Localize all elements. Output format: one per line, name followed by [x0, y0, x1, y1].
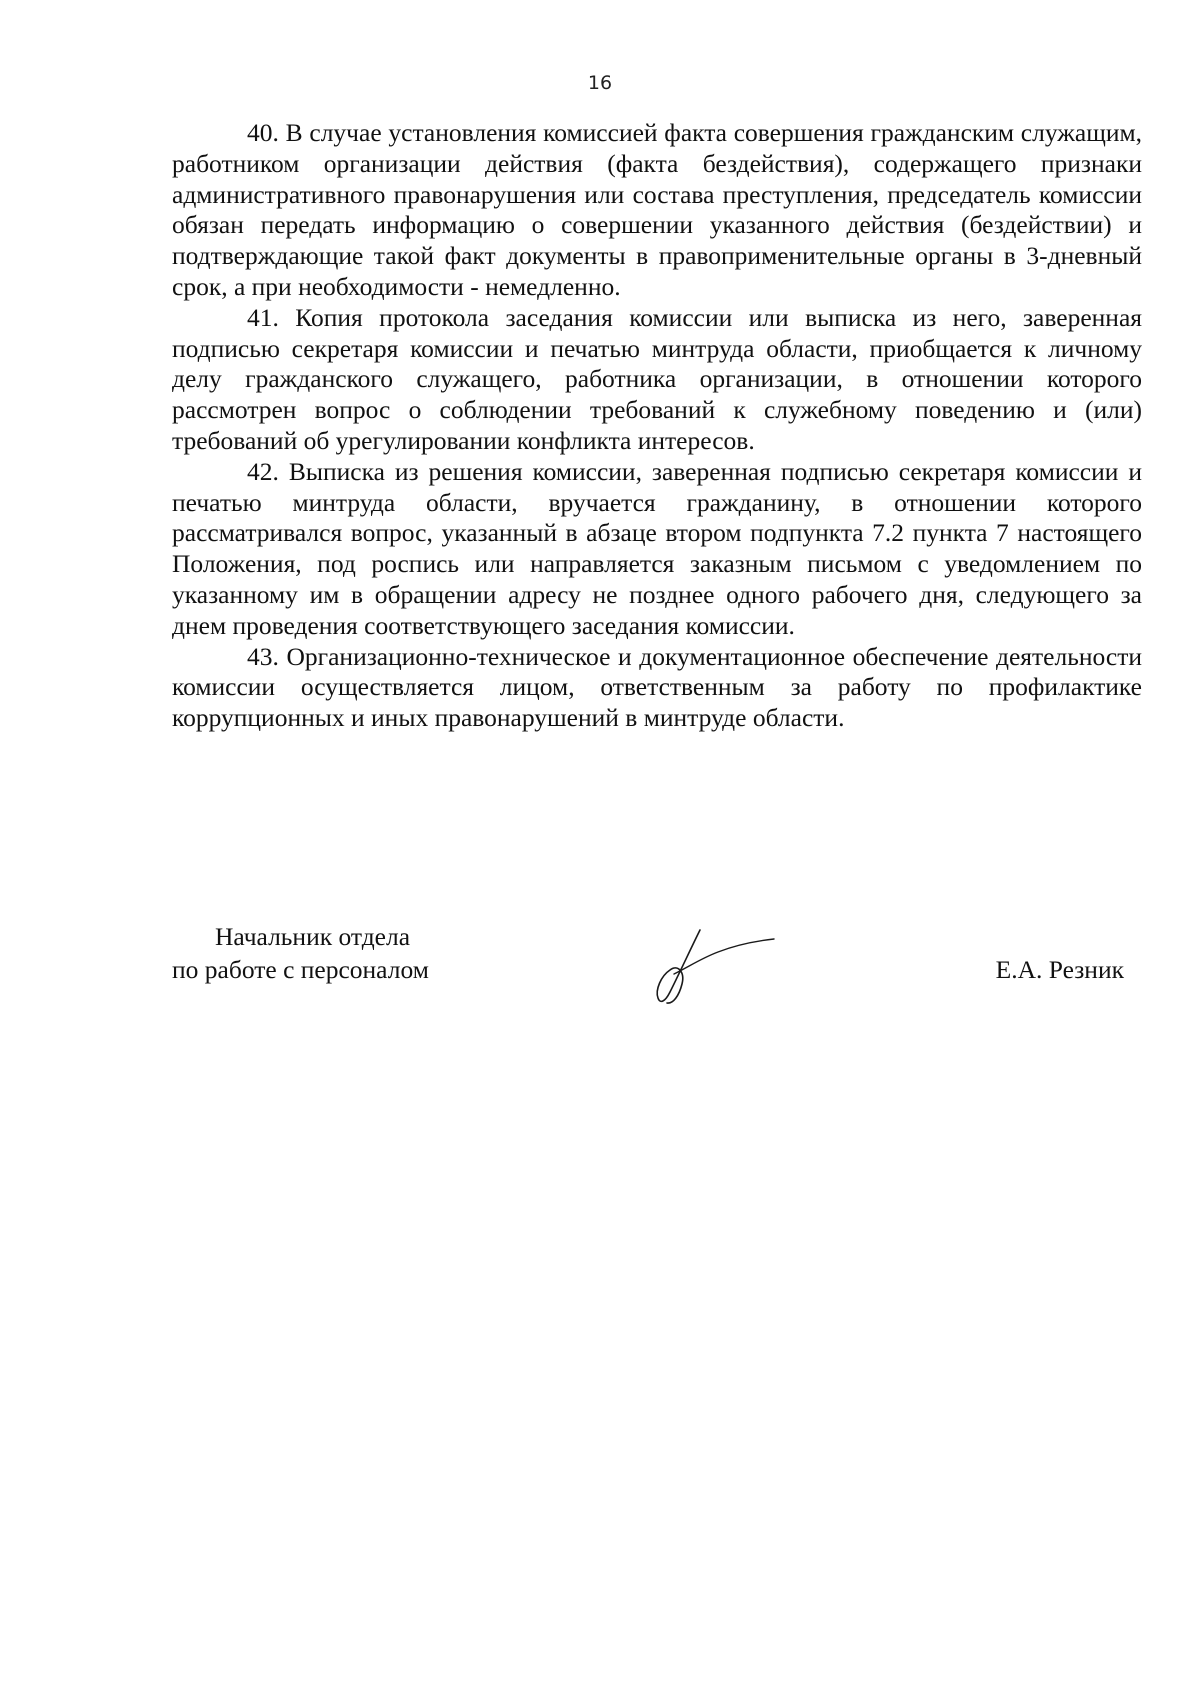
signatory-name: Е.А. Резник	[995, 955, 1124, 984]
signatory-position-line-1: Начальник отдела	[215, 922, 411, 951]
paragraph-40: 40. В случае установления комиссией факта совершения гражданским служащим, работником организации действия (факта бездействия), содержащего признаки административного правонарушения или состава преступления, председатель комиссии обязан передать информацию о совершении указанного действия (бездействии) и подтверждающие такой факт документы в правоприменительные органы в 3-дневный срок, а при необходимости - немедленно.	[172, 118, 1142, 301]
paragraph-42: 42. Выписка из решения комиссии, заверенная подписью секретаря комиссии и печатью минтруда области, вручается гражданину, в отношении которого рассматривался вопрос, указанный в абзаце втором подпункта 7.2 пункта 7 настоящего Положения, под роспись или направляется заказным письмом с уведомлением по указанному им в обращении адресу не позднее одного рабочего дня, следующего за днем проведения соответствующего заседания комиссии.	[172, 456, 1142, 640]
paragraph-41: 41. Копия протокола заседания комиссии или выписка из него, заверенная подписью секретаря комиссии и печатью минтруда области, приобщается к личному делу гражданского служащего, работника организации, в отношении которого рассмотрен вопрос о соблюдении требований к служебному поведению и (или) требований об урегулировании конфликта интересов.	[172, 302, 1142, 455]
paragraph-43: 43. Организационно-техническое и документационное обеспечение деятельности комиссии осуществляется лицом, ответственным за работу по профилактике коррупционных и иных правонарушений в минтруде области.	[172, 641, 1142, 733]
signatory-position	[172, 920, 429, 986]
handwritten-signature	[640, 924, 780, 1014]
signatory-position-line-2: по работе с персоналом	[172, 955, 429, 984]
page-number: 16	[587, 72, 613, 94]
